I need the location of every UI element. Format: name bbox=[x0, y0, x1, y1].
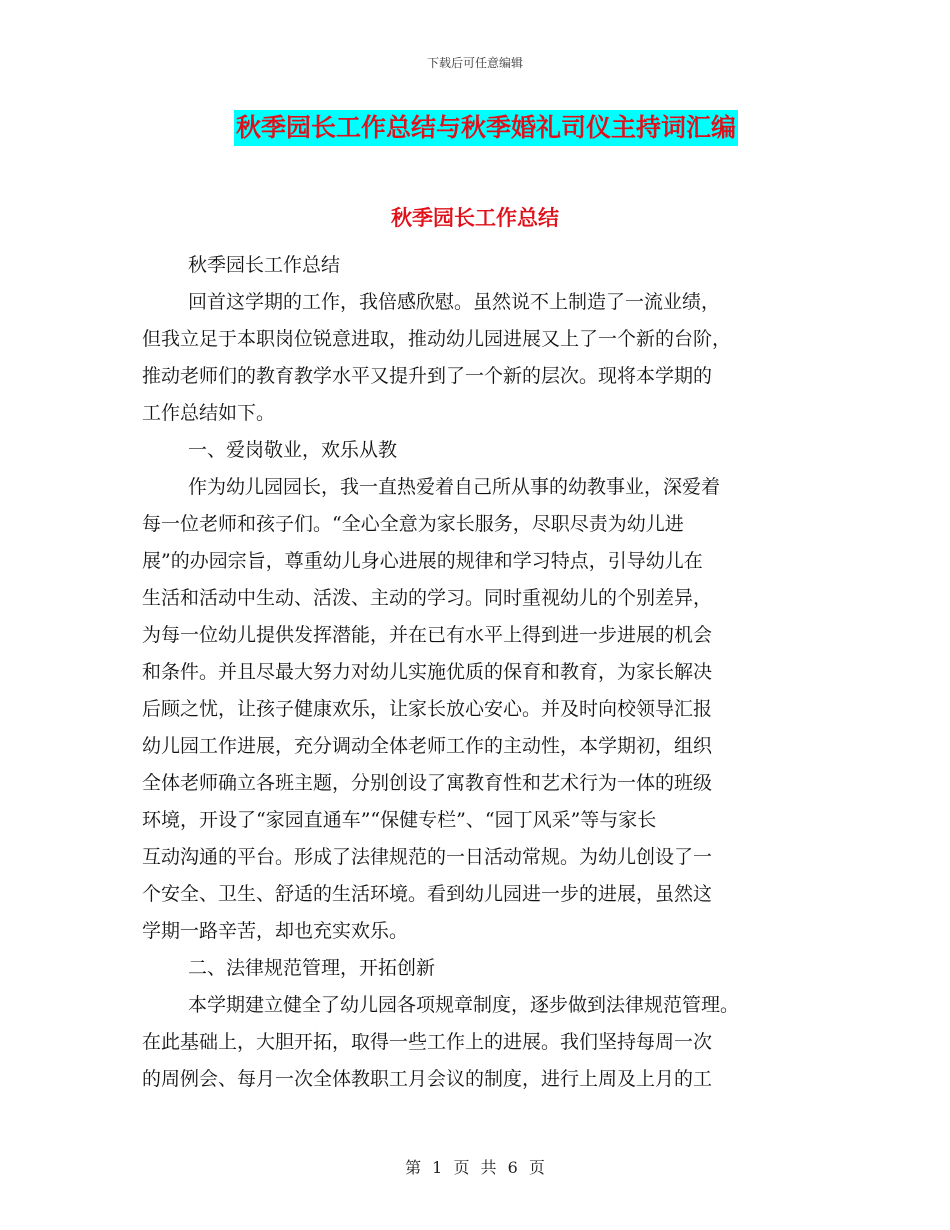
paragraph-line: 展”的办园宗旨，尊重幼儿身心进展的规律和学习特点，引导幼儿在 bbox=[142, 550, 703, 572]
paragraph-line: 工作总结如下。 bbox=[142, 402, 276, 424]
section-title: 秋季园长工作总结 bbox=[391, 206, 559, 230]
paragraph-line: 互动沟通的平台。形成了法律规范的一日活动常规。为幼儿创设了一 bbox=[142, 846, 713, 868]
paragraph-line: 后顾之忧，让孩子健康欢乐，让家长放心安心。并及时向校领导汇报 bbox=[142, 698, 713, 720]
document-title: 秋季园长工作总结与秋季婚礼司仪主持词汇编 bbox=[234, 110, 738, 146]
paragraph-line: 本学期建立健全了幼儿园各项规章制度，逐步做到法律规范管理。 bbox=[188, 994, 740, 1016]
paragraph-line: 推动老师们的教育教学水平又提升到了一个新的层次。现将本学期的 bbox=[142, 365, 713, 387]
paragraph-line: 生活和活动中生动、活泼、主动的学习。同时重视幼儿的个别差异， bbox=[142, 587, 713, 609]
paragraph-line: 但我立足于本职岗位锐意进取，推动幼儿园进展又上了一个新的台阶， bbox=[142, 328, 732, 350]
paragraph-line: 的周例会、每月一次全体教职工月会议的制度，进行上周及上月的工 bbox=[142, 1068, 713, 1090]
paragraph-line: 作为幼儿园园长，我一直热爱着自己所从事的幼教事业，深爱着 bbox=[188, 476, 721, 498]
paragraph-line: 回首这学期的工作，我倍感欣慰。虽然说不上制造了一流业绩， bbox=[188, 291, 721, 313]
page-footer: 第 1 页 共 6 页 bbox=[405, 1158, 545, 1177]
paragraph-line: 二、法律规范管理，开拓创新 bbox=[188, 957, 436, 979]
paragraph-line: 和条件。并且尽最大努力对幼儿实施优质的保育和教育，为家长解决 bbox=[142, 661, 713, 683]
paragraph-line: 秋季园长工作总结 bbox=[188, 254, 341, 276]
body-text bbox=[142, 251, 812, 1102]
paragraph-line: 环境，开设了“家园直通车”“保健专栏”、“园丁风采”等与家长 bbox=[142, 809, 657, 831]
paragraph-line: 幼儿园工作进展，充分调动全体老师工作的主动性，本学期初，组织 bbox=[142, 735, 713, 757]
paragraph-line: 学期一路辛苦，却也充实欢乐。 bbox=[142, 920, 409, 942]
paragraph-line: 在此基础上，大胆开拓，取得一些工作上的进展。我们坚持每周一次 bbox=[142, 1031, 713, 1053]
paragraph-line: 个安全、卫生、舒适的生活环境。看到幼儿园进一步的进展，虽然这 bbox=[142, 883, 713, 905]
paragraph-line: 每一位老师和孩子们。“全心全意为家长服务，尽职尽责为幼儿进 bbox=[142, 513, 684, 535]
header-note: 下载后可任意编辑 bbox=[426, 56, 523, 70]
paragraph-line: 全体老师确立各班主题，分别创设了寓教育性和艺术行为一体的班级 bbox=[142, 772, 713, 794]
paragraph-line: 一、爱岗敬业，欢乐从教 bbox=[188, 439, 398, 461]
paragraph-line: 为每一位幼儿提供发挥潜能，并在已有水平上得到进一步进展的机会 bbox=[142, 624, 713, 646]
